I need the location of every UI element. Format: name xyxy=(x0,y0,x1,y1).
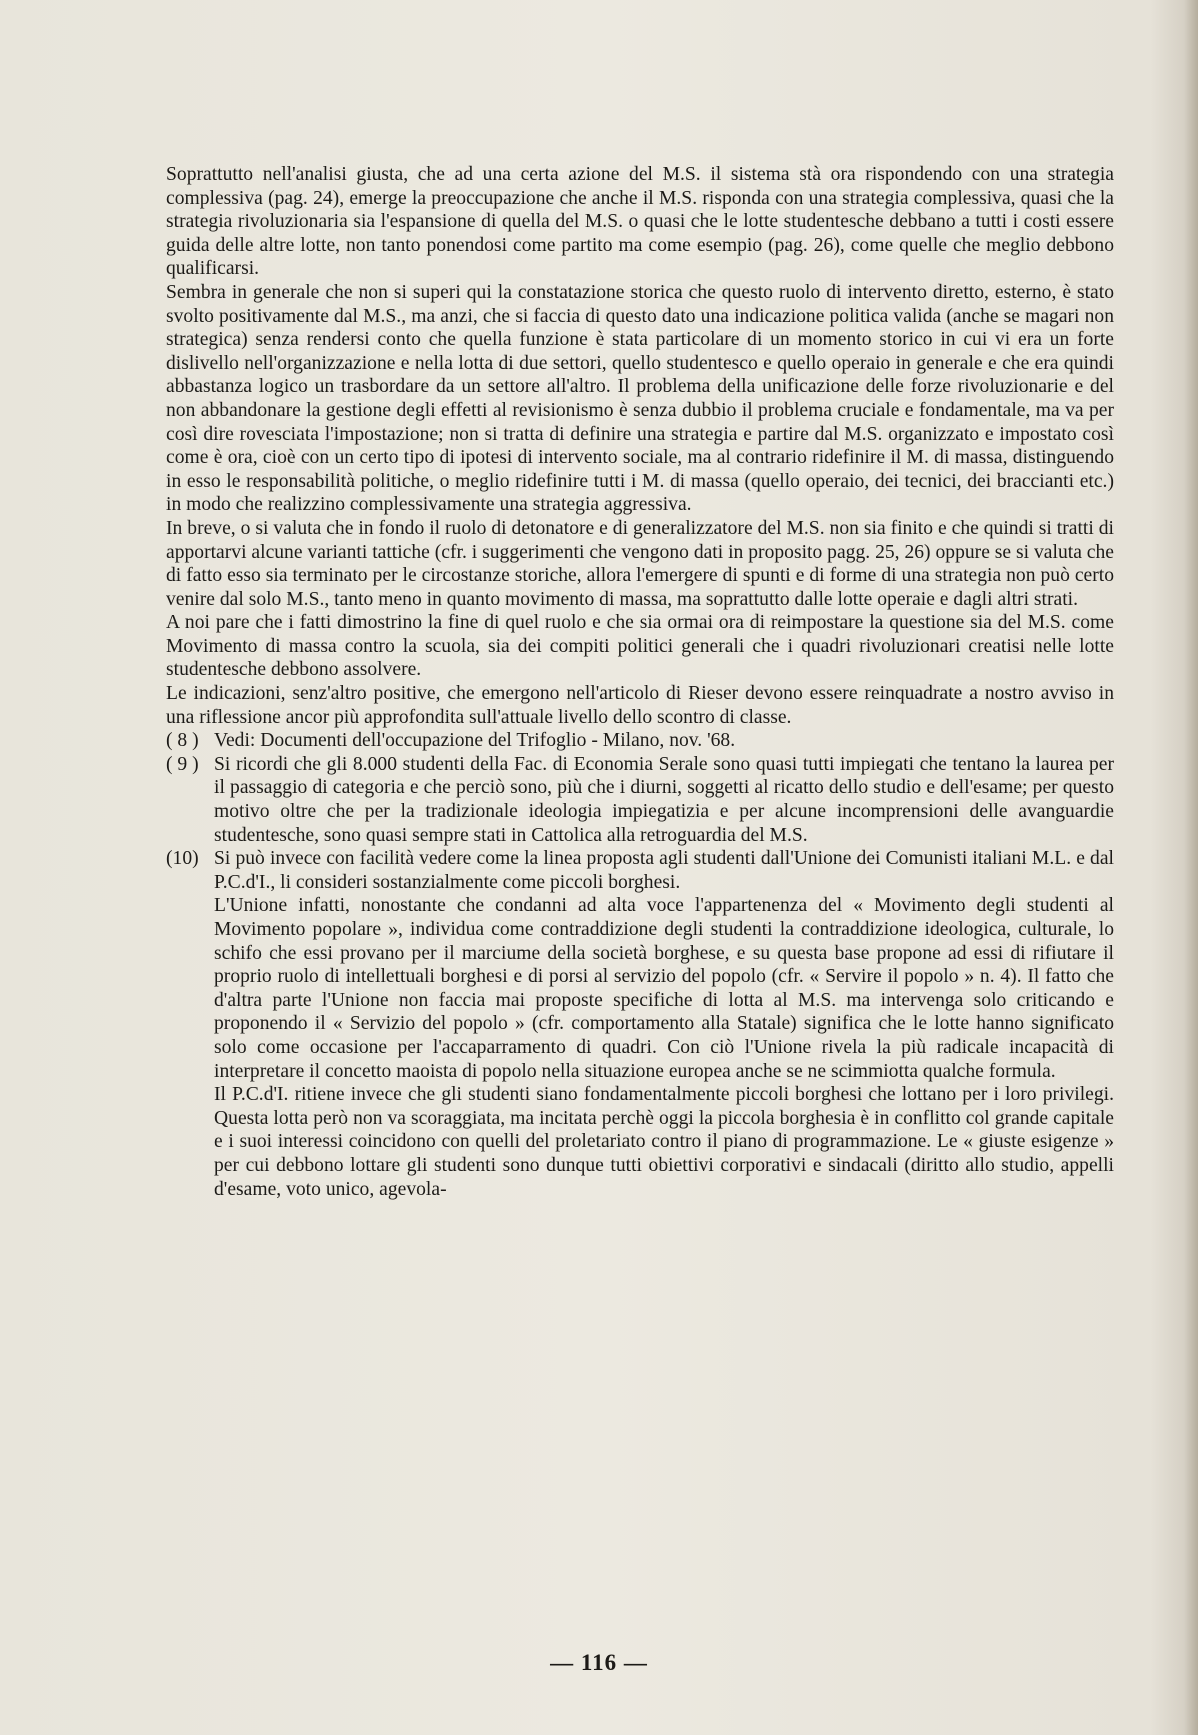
footnote-number: ( 9 ) xyxy=(166,753,199,775)
body-paragraph-3: In breve, o si valuta che in fondo il ruolo di detonatore e di generalizzatore del M.S. non sia finito e che quindi si tratti di apportarvi alcune varianti tattiche (cfr. i suggerimenti che vengono dati in proposito pagg. 25, 26) oppure se si valuta che di fatto esso sia terminato per le circostanze storiche, allora l'emergere di spunti e di forme di una strategia non può certo venire dal solo M.S., tanto meno in quanto movimento di massa, ma soprattutto dalle lotte operaie e dagli altri strati. xyxy=(166,517,1114,610)
footnote-9 xyxy=(166,753,1114,847)
page-number: — 116 — xyxy=(550,1650,648,1675)
page-edge-shadow xyxy=(1184,0,1198,1735)
footnote-8 xyxy=(166,729,1114,753)
footnote-text: Il P.C.d'I. ritiene invece che gli studenti siano fondamentalmente piccoli borghesi che lottano per i loro privilegi. Questa lotta però non va scoraggiata, ma incitata perchè oggi la piccola borghesia è in conflitto col grande capitale e i suoi interessi coincidono con quelli del proletariato contro il piano di programmazione. Le « giuste esigenze » per cui debbono lottare gli studenti sono dunque tutti obiettivi corporativi e sindacali (diritto allo studio, appelli d'esame, voto unico, agevola- xyxy=(214,1084,1114,1200)
body-paragraph-5: Le indicazioni, senz'altro positive, che emergono nell'articolo di Rieser devono essere reinquadrate a nostro avviso in una riflessione ancor più approfondita sull'attuale livello dello scontro di classe. xyxy=(166,683,1114,728)
footnote-number: ( 8 ) xyxy=(166,730,199,752)
body-paragraph-4: A noi pare che i fatti dimostrino la fine di quel ruolo e che sia ormai ora di reimpostare la questione sia del M.S. come Movimento di massa contro la scuola, sia dei compiti politici generali che i quadri rivoluzionari creatisi nelle lotte studentesche debbono assolvere. xyxy=(166,612,1114,681)
footnote-number: (10) xyxy=(166,848,199,870)
footnote-text: Si ricordi che gli 8.000 studenti della Fac. di Economia Serale sono quasi tutti impiegati che tentano la laurea per il passaggio di categoria e che perciò sono, più che i diurni, soggetti al ricatto dello studio e dell'esame; per questo motivo oltre che per la tradizionale ideologia impiegatizia e per alcune incomprensioni delle avanguardie studentesche, sono quasi sempre stati in Cattolica alla retroguardia del M.S. xyxy=(214,753,1114,846)
text-column xyxy=(166,163,1114,1201)
body-paragraph-2: Sembra in generale che non si superi qui la constatazione storica che questo ruolo di intervento diretto, esterno, è stato svolto positivamente dal M.S., ma anzi, che si faccia di questo dato una indicazione politica valida (anche se magari non strategica) senza rendersi conto che quella funzione è stata particolare di un momento storico in cui vi era un forte dislivello nell'organizzazione e nella lotta di due settori, quello studentesco e quello operaio in generale e che era quindi abbastanza logico un trasbordare da un settore all'altro. Il problema della unificazione delle forze rivoluzionarie e del non abbandonare la gestione degli effetti al revisionismo è senza dubbio il problema cruciale e fondamentale, ma va per così dire rovesciata l'impostazione; non si tratta di definire una strategia e partire dal M.S. organizzato e impostato così come è ora, cioè con un certo tipo di ipotesi di intervento sociale, ma al contrario ridefinire il M. di massa, distinguendo in esso le responsabilità politiche, o meglio ridefinire tutti i M. di massa (quello operaio, dei tecnici, dei braccianti etc.) in modo che realizzino complessivamente una strategia aggressiva. xyxy=(166,281,1114,516)
footnote-10 xyxy=(166,847,1114,1201)
footnote-text: Si può invece con facilità vedere come la linea proposta agli studenti dall'Unione dei Comunisti italiani M.L. e dal P.C.d'I., li consideri sostanzialmente come piccoli borghesi. xyxy=(214,848,1114,893)
footnote-text: Vedi: Documenti dell'occupazione del Trifoglio - Milano, nov. '68. xyxy=(214,730,736,752)
footnote-text: L'Unione infatti, nonostante che condanni ad alta voce l'appartenenza del « Movimento degli studenti al Movimento popolare », individua come contraddizione degli studenti la contraddizione ideologica, culturale, lo schifo che essi provano per il marciume della società borghese, e su questa base propone ad essi di rifiutare il proprio ruolo di intellettuali borghesi e di porsi al servizio del popolo (cfr. « Servire il popolo » n. 4). Il fatto che d'altra parte l'Unione non faccia mai proposte specifiche di lotta al M.S. ma intervenga solo criticando e proponendo il « Servizio del popolo » (cfr. comportamento alla Statale) significa che le lotte hanno significato solo come occasione per l'accaparramento di quadri. Con ciò l'Unione rivela la più radicale incapacità di interpretare il concetto maoista di popolo nella situazione europea anche se ne scimmiotta qualche formula. xyxy=(214,895,1114,1082)
footnotes xyxy=(166,729,1114,1201)
body-paragraph-1: Soprattutto nell'analisi giusta, che ad una certa azione del M.S. il sistema stà ora rispondendo con una strategia complessiva (pag. 24), emerge la preoccupazione che anche il M.S. risponda con una strategia complessiva, quasi che la strategia rivoluzionaria sia l'espansione di quella del M.S. o quasi che le lotte studentesche debbano a tutti i costi essere guida delle altre lotte, non tanto ponendosi come partito ma come esempio (pag. 26), come quelle che meglio debbono qualificarsi. xyxy=(166,164,1114,280)
